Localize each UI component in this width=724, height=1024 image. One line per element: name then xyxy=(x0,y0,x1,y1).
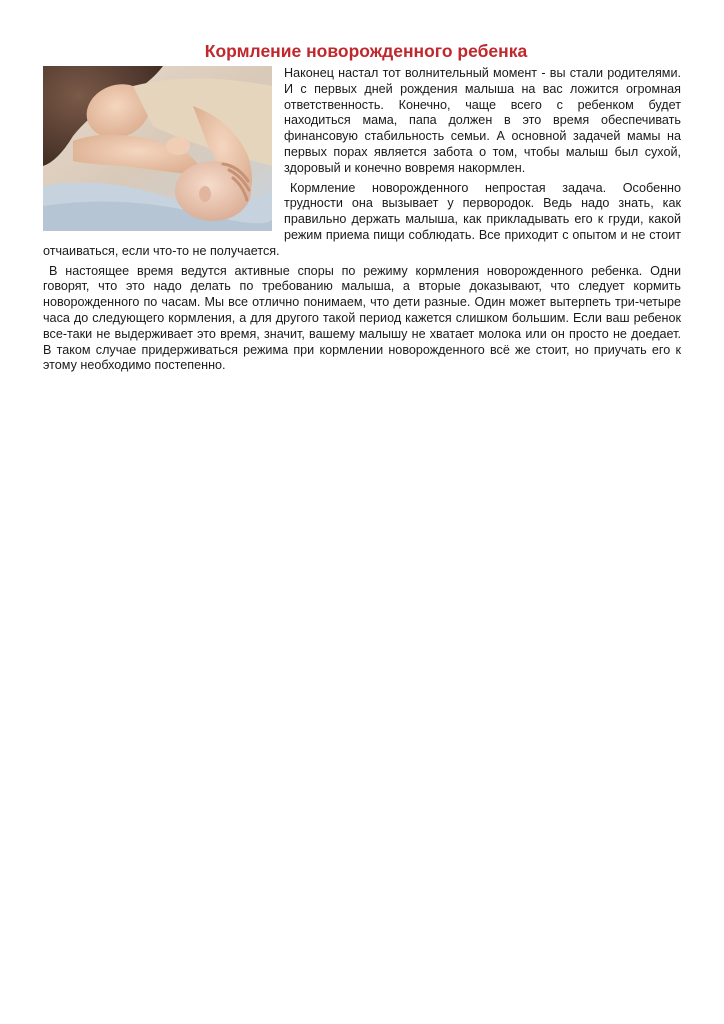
paragraph-3: В настоящее время ведутся активные споры по режиму кормления новорожденного ребенка. Одни говорят, что это надо делать по требованию малыша, а вторые доказывают, что следует кормить новорожденного по часам. Мы все отлично понимаем, что дети разные. Один может вытерпеть три-четыре часа до следующего кормления, а для другого такой период кажется слишком большим. Если ваш ребенок все-таки не выдерживает это время, значит, вашему малышу не хватает молока или он просто не доедает. В таком случае придерживаться режима при кормлении новорожденного всё же стоит, но приучать его к этому необходимо постепенно. xyxy=(43,263,681,373)
article xyxy=(43,40,681,374)
article-title: Кормление новорожденного ребенка xyxy=(204,41,528,61)
paragraph-1: Наконец настал тот волнительный момент - вы стали родителями. И с первых дней рождения малыша на вас ложится огромная ответственность. Конечно, чаще всего с ребенком будет находиться мама, папа должен в это время обеспечивать финансовую стабильность семьи. А основной задачей мамы на первых порах является забота о том, чтобы малыш был сухой, здоровый и конечно вовремя накормлен. xyxy=(284,66,681,175)
paragraph-2: Кормление новорожденного непростая задача. Особенно трудности она вызывает у первородок. Ведь надо знать, как правильно держать малыша, как прикладывать его к груди, какой режим приема пищи соблюдать. Все приходит с опытом и не стоит отчаиваться, если что-то не получается. xyxy=(43,180,681,258)
mother-feeding-baby-photo xyxy=(43,66,272,231)
